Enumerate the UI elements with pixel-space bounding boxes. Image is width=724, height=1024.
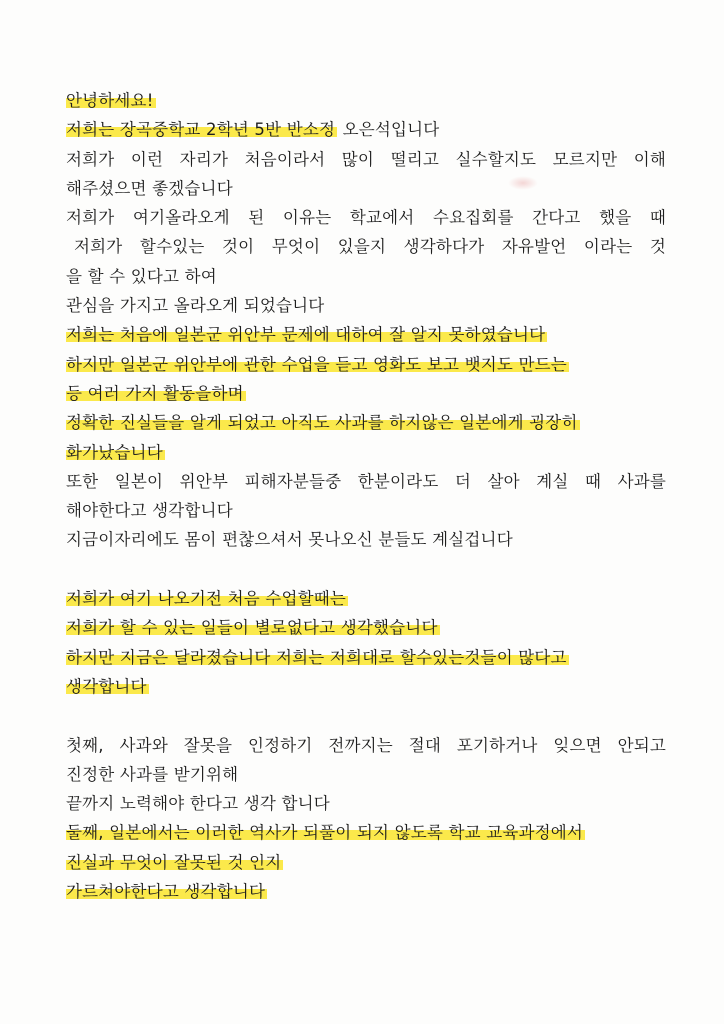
text-line-8: 관심을 가지고 올라오게 되었습니다 [66, 296, 325, 316]
highlight: 생각합니다 [66, 676, 147, 696]
text-line-2 [66, 115, 666, 144]
text-line-23: 끝까지 노력해야 한다고 생각 합니다 [66, 794, 330, 814]
text-line-16: 지금이자리에도 몸이 편찮으셔서 못나오신 분들도 계실겁니다 [66, 530, 513, 550]
highlight: 화가났습니다 [66, 442, 163, 462]
text-line-5: 저희가 여기올라오게 된 이유는 학교에서 수요집회를 간다고 했을 때 [66, 208, 666, 228]
text-line-22: 진정한 사과를 받기위해 [66, 764, 239, 784]
highlight: 저희가 여기 나오기전 처음 수업할때는 [66, 589, 347, 609]
text-line-18 [66, 613, 666, 642]
text-line-11 [66, 379, 666, 408]
text-line-1 [66, 86, 666, 115]
paragraph-gap [66, 555, 666, 584]
text-line-25 [66, 848, 666, 877]
highlight: 저희가 할 수 있는 일들이 별로없다고 생각했습니다 [66, 618, 438, 638]
text-line-6: 저희가 할수있는 것이 무엇이 있을지 생각하다가 자유발언 이라는 것 [74, 237, 666, 257]
text-line-3: 저희가 이런 자리가 처음이라서 많이 떨리고 실수할지도 모르지만 이해 [66, 149, 666, 169]
highlight: 저희는 장곡중학교 2학년 5반 반소정 [66, 120, 336, 140]
text-line-14: 또한 일본이 위안부 피해자분들중 한분이라도 더 살아 계실 때 사과를 [66, 471, 666, 491]
text-line-21: 첫째, 사과와 잘못을 인정하기 전까지는 절대 포기하거나 잊으면 안되고 [66, 735, 666, 755]
text-line-24 [66, 818, 666, 847]
text-line-9 [66, 320, 666, 349]
highlight: 진실과 무엇이 잘못된 것 인지 [66, 852, 282, 872]
highlight: 하지만 지금은 달라졌습니다 저희는 저희대로 할수있는것들이 많다고 [66, 647, 567, 667]
letter-body [66, 86, 666, 906]
text-line-20 [66, 672, 666, 701]
text-segment: 오은석입니다 [337, 120, 440, 140]
highlight: 저희는 처음에 일본군 위안부 문제에 대하여 잘 알지 못하였습니다 [66, 325, 546, 345]
text-line-10 [66, 350, 666, 379]
highlight: 둘째, 일본에서는 이러한 역사가 되풀이 되지 않도록 학교 교육과정에서 [66, 823, 584, 843]
text-line-13 [66, 438, 666, 467]
text-line-4: 해주셨으면 좋겠습니다 [66, 178, 233, 198]
highlight: 하지만 일본군 위안부에 관한 수업을 듣고 영화도 보고 뱃지도 만드는 [66, 354, 567, 374]
text-line-26 [66, 877, 666, 906]
text-line-19 [66, 643, 666, 672]
text-line-12 [66, 408, 666, 437]
highlight: 정확한 진실들을 알게 되었고 아직도 사과를 하지않은 일본에게 굉장히 [66, 413, 578, 433]
highlight: 등 여러 가지 활동을하며 [66, 383, 244, 403]
text-line-17 [66, 584, 666, 613]
text-line-15: 해야한다고 생각합니다 [66, 501, 233, 521]
text-line-7: 을 할 수 있다고 하여 [66, 266, 217, 286]
paragraph-gap [66, 701, 666, 730]
highlight: 가르쳐야한다고 생각합니다 [66, 882, 266, 902]
highlight: 안녕하세요! [66, 91, 154, 110]
